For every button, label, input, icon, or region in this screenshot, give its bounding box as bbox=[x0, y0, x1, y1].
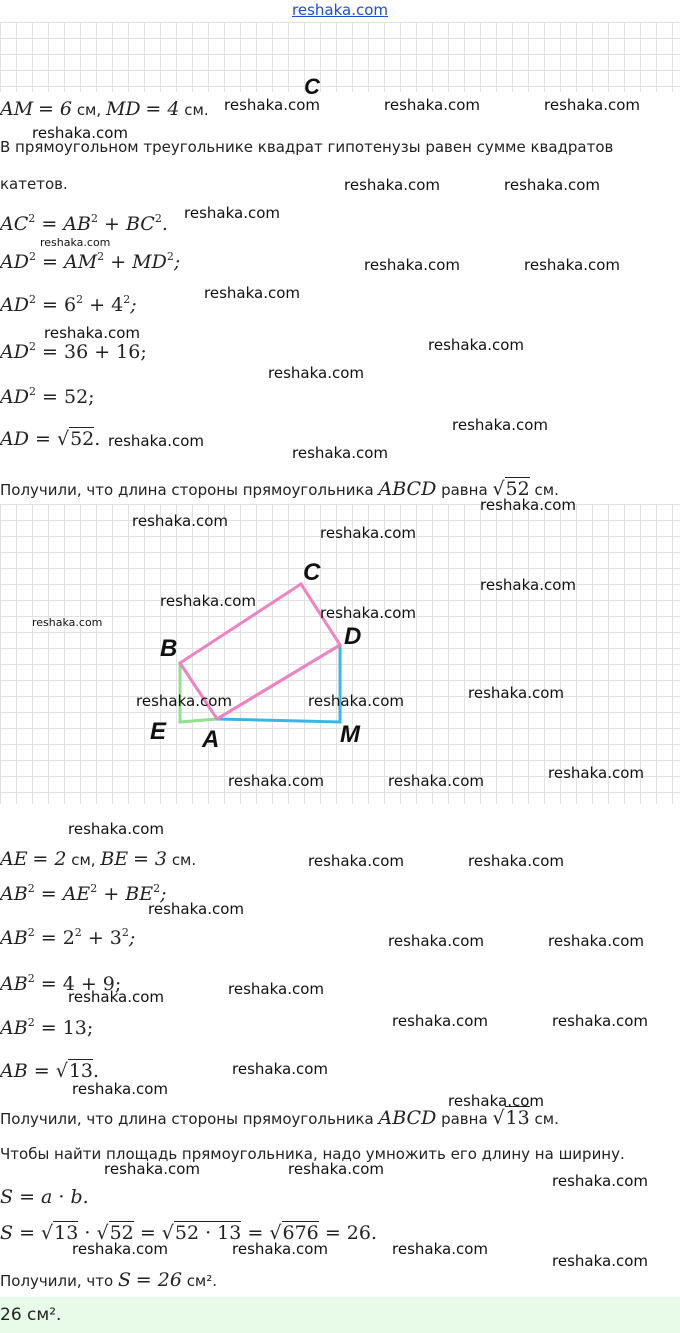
area-rule: Чтобы найти площадь прямоугольника, надо умножить его длину на ширину. bbox=[0, 1145, 625, 1163]
watermark: reshaka.com bbox=[344, 176, 440, 194]
watermark: reshaka.com bbox=[468, 684, 564, 702]
equation-ad-3: $AD^2 = 36 + 16$; bbox=[0, 340, 147, 363]
watermark: reshaka.com bbox=[392, 1240, 488, 1258]
watermark: reshaka.com bbox=[228, 772, 324, 790]
label-e: E bbox=[150, 718, 167, 745]
rectangle-figure bbox=[0, 504, 680, 804]
pythagoras-statement-end: катетов. bbox=[0, 175, 68, 193]
watermark: reshaka.com bbox=[228, 980, 324, 998]
given-am-md: AM = 6 см, MD = 4 см. bbox=[0, 98, 209, 120]
watermark: reshaka.com bbox=[104, 1160, 200, 1178]
label-b: B bbox=[160, 635, 178, 662]
label-d: D bbox=[344, 623, 362, 650]
watermark: reshaka.com bbox=[268, 364, 364, 382]
watermark: reshaka.com bbox=[308, 852, 404, 870]
equation-ab-3: $AB^2 = 4 + 9$; bbox=[0, 972, 122, 995]
label-m: M bbox=[340, 721, 360, 748]
watermark: reshaka.com bbox=[452, 416, 548, 434]
area-calc: S = √13 · √52 = √52 · 13 = √676 = 26. bbox=[0, 1222, 377, 1244]
watermark: reshaka.com bbox=[524, 256, 620, 274]
watermark: reshaka.com bbox=[40, 236, 111, 249]
watermark: reshaka.com bbox=[428, 336, 524, 354]
answer-box bbox=[0, 1297, 680, 1333]
watermark: reshaka.com bbox=[468, 852, 564, 870]
watermark: reshaka.com bbox=[68, 820, 164, 838]
watermark: reshaka.com bbox=[160, 592, 256, 610]
watermark: reshaka.com bbox=[480, 576, 576, 594]
label-c-partial: C bbox=[304, 74, 320, 94]
equation-ab-5: AB = √13. bbox=[0, 1060, 100, 1082]
equation-ad-2: $AD^2 = 6^2 + 4^2$; bbox=[0, 293, 137, 316]
result-ab: Получили, что длина стороны прямоугольника ABCD равна √13 см. bbox=[0, 1107, 559, 1129]
watermark: reshaka.com bbox=[72, 1080, 168, 1098]
watermark: reshaka.com bbox=[232, 1240, 328, 1258]
watermark: reshaka.com bbox=[44, 324, 140, 342]
pythagoras-statement: В прямоугольном треугольнике квадрат гипотенузы равен сумме квадратов bbox=[0, 138, 614, 156]
watermark: reshaka.com bbox=[136, 692, 232, 710]
equation-ad-4: $AD^2 = 52$; bbox=[0, 385, 95, 408]
top-figure-fragment bbox=[0, 22, 680, 94]
label-c: C bbox=[303, 559, 321, 586]
label-a: A bbox=[202, 726, 220, 753]
watermark: reshaka.com bbox=[504, 176, 600, 194]
watermark: reshaka.com bbox=[232, 1060, 328, 1078]
watermark: reshaka.com bbox=[320, 524, 416, 542]
equation-ab-1: $AB^2 = AE^2 + BE^2$; bbox=[0, 882, 167, 905]
watermark: reshaka.com bbox=[184, 204, 280, 222]
result-ad: Получили, что длина стороны прямоугольника ABCD равна √52 см. bbox=[0, 478, 559, 500]
watermark: reshaka.com bbox=[308, 692, 404, 710]
given-ae-be: AE = 2 см, BE = 3 см. bbox=[0, 848, 197, 870]
watermark: reshaka.com bbox=[388, 932, 484, 950]
watermark: reshaka.com bbox=[364, 256, 460, 274]
watermark: reshaka.com bbox=[384, 96, 480, 114]
equation-ab-4: $AB^2 = 13$; bbox=[0, 1016, 94, 1039]
watermark: reshaka.com bbox=[548, 932, 644, 950]
watermark: reshaka.com bbox=[32, 616, 103, 629]
watermark: reshaka.com bbox=[108, 432, 204, 450]
watermark: reshaka.com bbox=[544, 96, 640, 114]
watermark: reshaka.com bbox=[548, 764, 644, 782]
watermark: reshaka.com bbox=[68, 988, 164, 1006]
site-header-link[interactable]: reshaka.com bbox=[292, 1, 388, 19]
area-result: Получили, что S = 26 см². bbox=[0, 1269, 218, 1291]
watermark: reshaka.com bbox=[132, 512, 228, 530]
watermark: reshaka.com bbox=[72, 1240, 168, 1258]
equation-ad-1: $AD^2 = AM^2 + MD^2$; bbox=[0, 250, 181, 273]
area-formula: S = a · b. bbox=[0, 1186, 89, 1208]
equation-ab-2: $AB^2 = 2^2 + 3^2$; bbox=[0, 926, 136, 949]
answer-text: 26 см². bbox=[0, 1305, 62, 1325]
watermark: reshaka.com bbox=[292, 444, 388, 462]
watermark: reshaka.com bbox=[552, 1172, 648, 1190]
watermark: reshaka.com bbox=[32, 124, 128, 142]
watermark: reshaka.com bbox=[448, 1092, 544, 1110]
watermark: reshaka.com bbox=[392, 1012, 488, 1030]
equation-ad-5: AD = √52. bbox=[0, 428, 101, 450]
watermark: reshaka.com bbox=[320, 604, 416, 622]
watermark: reshaka.com bbox=[552, 1252, 648, 1270]
watermark: reshaka.com bbox=[204, 284, 300, 302]
watermark: reshaka.com bbox=[288, 1160, 384, 1178]
watermark: reshaka.com bbox=[552, 1012, 648, 1030]
equation-ac: $AC^2 = AB^2 + BC^2$. bbox=[0, 212, 168, 235]
watermark: reshaka.com bbox=[388, 772, 484, 790]
watermark: reshaka.com bbox=[480, 496, 576, 514]
watermark: reshaka.com bbox=[224, 96, 320, 114]
watermark: reshaka.com bbox=[148, 900, 244, 918]
